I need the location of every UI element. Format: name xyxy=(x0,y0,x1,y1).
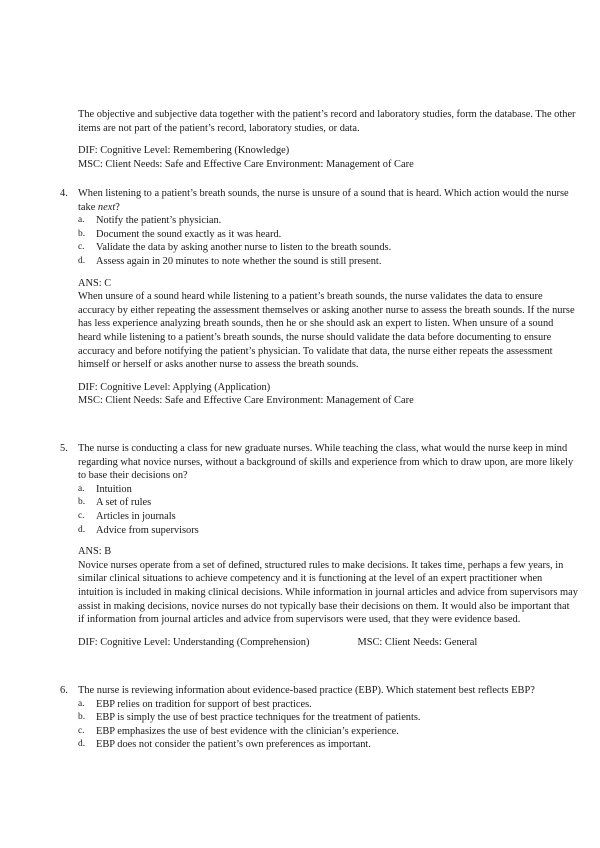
options-list xyxy=(78,483,578,537)
options-list xyxy=(78,698,578,752)
option-b: b. Document the sound exactly as it was heard. xyxy=(78,228,282,240)
option-c: c. Validate the data by asking another nurse to listen to the breath sounds. xyxy=(78,242,392,254)
question-stem: The nurse is reviewing information about evidence-based practice (EBP). Which statement best reflects EBP? xyxy=(78,685,535,696)
option-a: a. Intuition xyxy=(78,483,132,495)
option-c: c. EBP emphasizes the use of best evidence with the clinician’s experience. xyxy=(78,725,399,737)
prev-meta xyxy=(78,144,578,171)
question-stem: When listening to a patient’s breath sounds, the nurse is unsure of a sound that is heard. Which action would the nurse take next? xyxy=(78,188,569,213)
dif-line: DIF: Cognitive Level: Remembering (Knowledge) xyxy=(78,145,290,157)
prev-rationale-block xyxy=(78,108,578,171)
question-number: 6. xyxy=(60,685,68,696)
question-stem: The nurse is conducting a class for new graduate nurses. While teaching the class, what would the nurse keep in mind regarding what novice nurses, without a background of skills and experience from which to draw upon, are more likely to base their decisions on? xyxy=(78,443,574,482)
rationale-text: When unsure of a sound heard while listening to a patient’s breath sounds, the nurse validates the data to ensure accuracy by either repeating the assessment themselves or asking another nurse to assess the breath sounds. If the nurse has less experience analyzing breath sounds, then he or she should ask an expert to listen. When unsure of a sound heard while listening to a patient’s breath sounds, the nurse should validate the data before documenting to ensure accuracy and before notifying the patient’s physician. To validate that data, the nurse either repeats the assessment himself or herself or asks another nurse to assess the breath sounds. xyxy=(78,291,575,371)
answer-block xyxy=(78,277,578,408)
option-a: a. EBP relies on tradition for support of best practices. xyxy=(78,698,312,710)
rationale-text: The objective and subjective data together with the patient’s record and laboratory studies, form the database. The other items are not part of the patient’s record, laboratory studies, or data. xyxy=(78,109,576,134)
rationale-text: Novice nurses operate from a set of defined, structured rules to make decisions. It takes time, perhaps a few years, in similar clinical situations to achieve competency and it is functioning at the level of an expert practitioner when intuition is included in making clinical decisions. While information in journal articles and advice from supervisors may assist in making decisions, novice nurses do not typically base their decisions on them. It would also be important that if information from journal articles and advice from supervisors were used, that they were evidence based. xyxy=(78,559,578,626)
option-c: c. Articles in journals xyxy=(78,510,176,522)
question-number: 4. xyxy=(60,188,68,199)
stem-emphasis: next xyxy=(97,201,116,213)
question-6 xyxy=(60,684,578,752)
question-number: 5. xyxy=(60,443,68,454)
answer-line: ANS: B xyxy=(78,546,112,558)
option-a: a. Notify the patient’s physician. xyxy=(78,215,222,227)
question-4 xyxy=(60,187,578,408)
option-b: b. EBP is simply the use of best practice techniques for the treatment of patients. xyxy=(78,712,421,724)
option-b: b. A set of rules xyxy=(78,497,152,509)
answer-block xyxy=(78,545,578,649)
option-d: d. Assess again in 20 minutes to note whether the sound is still present. xyxy=(78,255,382,267)
msc-line: MSC: Client Needs: Safe and Effective Care Environment: Management of Care xyxy=(78,395,414,407)
answer-line: ANS: C xyxy=(78,277,112,289)
dif-line: DIF: Cognitive Level: Applying (Application) xyxy=(78,381,271,393)
msc-line: MSC: Client Needs: General xyxy=(357,636,478,648)
option-d: d. Advice from supervisors xyxy=(78,524,199,536)
question-5 xyxy=(60,442,578,649)
msc-line: MSC: Client Needs: Safe and Effective Care Environment: Management of Care xyxy=(78,158,414,170)
dif-line: DIF: Cognitive Level: Understanding (Comprehension) xyxy=(78,636,310,648)
options-list xyxy=(78,214,578,268)
option-d: d. EBP does not consider the patient’s own preferences as important. xyxy=(78,739,371,751)
